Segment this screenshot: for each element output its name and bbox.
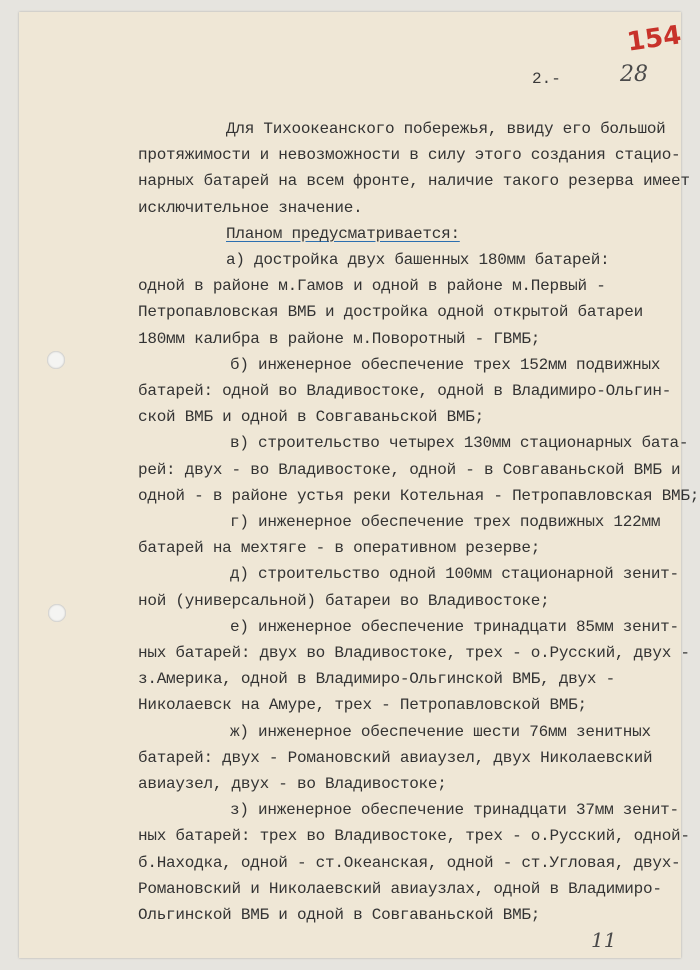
typed-page-number: 2.- bbox=[532, 70, 561, 88]
text-line: Петропавловская ВМБ и достройка одной открытой батареи bbox=[138, 303, 643, 322]
text-line: ных батарей: двух во Владивостоке, трех - о.Русский, двух - bbox=[138, 644, 690, 663]
handwritten-page-number: 28 bbox=[620, 62, 648, 87]
text-line: Романовский и Николаевский авиаузлах, одной в Владимиро- bbox=[138, 879, 662, 898]
text-line: нарных батарей на всем фронте, наличие такого резерва имеет bbox=[138, 172, 690, 191]
text-line: одной - в районе устья реки Котельная - Петропавловская ВМБ; bbox=[138, 486, 700, 505]
text-line: батарей: одной во Владивостоке, одной в Владимиро-Ольгин- bbox=[138, 382, 672, 401]
archive-stamp-number: 154 bbox=[625, 20, 684, 58]
text-line: д) строительство одной 100мм стационарной зенит- bbox=[230, 565, 679, 584]
text-line: батарей на мехтяге - в оперативном резерве; bbox=[138, 539, 541, 558]
text-line: з) инженерное обеспечение тринадцати 37мм зенит- bbox=[230, 801, 679, 820]
document-body bbox=[138, 116, 700, 928]
text-line: б) инженерное обеспечение трех 152мм подвижных bbox=[230, 355, 661, 374]
text-line: Для Тихоокеанского побережья, ввиду его большой bbox=[226, 120, 666, 138]
text-line: исключительное значение. bbox=[138, 198, 363, 217]
text-line: 180мм калибра в районе м.Поворотный - ГВМБ; bbox=[138, 329, 541, 348]
text-line: ной (универсальной) батареи во Владивостоке; bbox=[138, 591, 550, 610]
text-line: г) инженерное обеспечение трех подвижных 122мм bbox=[230, 513, 661, 532]
text-line: Николаевск на Амуре, трех - Петропавловской ВМБ; bbox=[138, 696, 587, 715]
text-line: ных батарей: трех во Владивостоке, трех - о.Русский, одной- bbox=[138, 827, 690, 846]
text-line bbox=[138, 221, 683, 247]
underlined-heading: Планом предусматривается: bbox=[226, 224, 460, 243]
text-line: ской ВМБ и одной в Совгаваньской ВМБ; bbox=[138, 408, 485, 427]
bottom-handwritten-mark: 11 bbox=[591, 928, 617, 952]
text-line: ж) инженерное обеспечение шести 76мм зенитных bbox=[230, 722, 651, 741]
text-line: Ольгинской ВМБ и одной в Совгаваньской ВМБ; bbox=[138, 906, 541, 925]
text-line: в) строительство четырех 130мм стационарных бата- bbox=[230, 434, 689, 453]
text-line: а) достройка двух башенных 180мм батарей: bbox=[226, 251, 610, 270]
text-line: батарей: двух - Романовский авиаузел, двух Николаевский bbox=[138, 748, 653, 767]
text-line: авиаузел, двух - во Владивостоке; bbox=[138, 775, 447, 794]
text-line: одной в районе м.Гамов и одной в районе м.Первый - bbox=[138, 277, 606, 296]
punch-hole-bottom bbox=[48, 604, 66, 622]
text-line: е) инженерное обеспечение тринадцати 85мм зенит- bbox=[230, 617, 679, 636]
text-line: протяжимости и невозможности в силу этого создания стацио- bbox=[138, 146, 681, 165]
text-line: рей: двух - во Владивостоке, одной - в Совгаваньской ВМБ и bbox=[138, 460, 681, 479]
text-line: з.Америка, одной в Владимиро-Ольгинской ВМБ, двух - bbox=[138, 670, 615, 689]
text-line: б.Находка, одной - ст.Океанская, одной - ст.Угловая, двух- bbox=[138, 853, 681, 872]
punch-hole-top bbox=[47, 351, 65, 369]
